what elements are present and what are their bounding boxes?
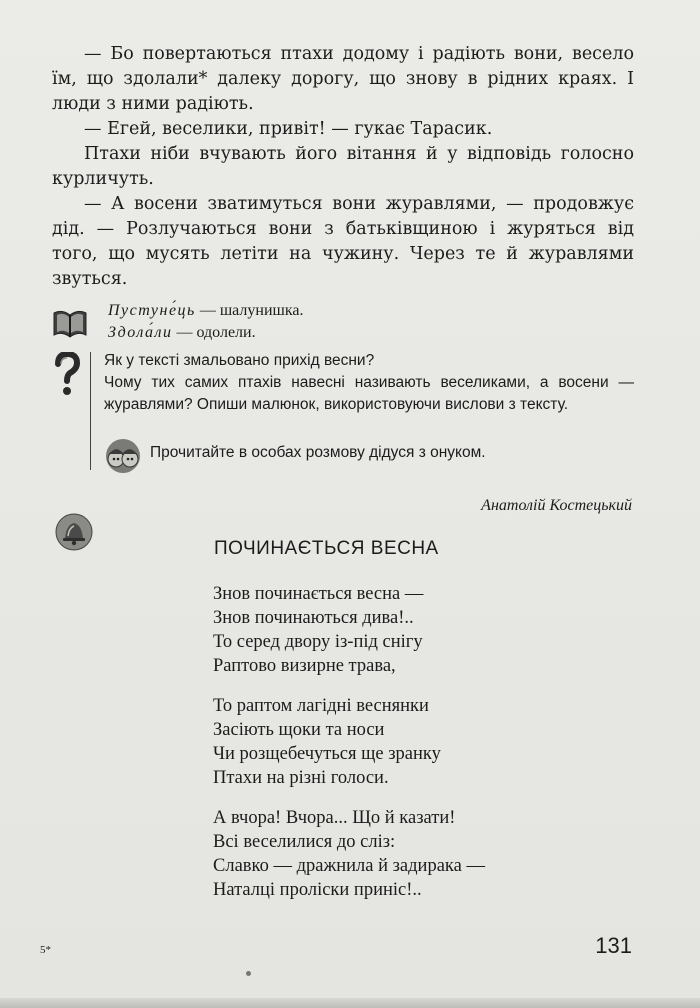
story-paragraph: — Бо повертаються птахи додому і радіють вони, весело їм, що здолали* далеку дорогу, що знову в рідних краях. І люди з ними радіють. [52, 44, 634, 114]
glossary-definition: — одолели. [176, 324, 256, 341]
bell-icon [54, 512, 94, 556]
open-book-icon [50, 307, 90, 345]
poem-line: Всі веселилися до сліз: [213, 832, 396, 852]
poem-line: Знов починаються дива!.. [213, 608, 414, 628]
poem [213, 582, 485, 918]
poem-line: То раптом лагідні веснянки [213, 696, 429, 716]
glossary-entry [108, 322, 303, 344]
poem-line: Раптово визирне трава, [213, 656, 396, 676]
questions-divider [90, 352, 91, 470]
children-icon [103, 437, 143, 479]
question-mark-icon [53, 352, 81, 402]
story-text [52, 42, 634, 292]
poem-line: Знов починається весна — [213, 584, 424, 604]
story-paragraph: — А восени зватимуться вони журавлями, — продовжує дід. — Розлучаються вони з батьківщиною і журяться від того, що мусять летіти на чужину. Через те й журавлями звуться. [52, 194, 634, 289]
poem-line: Чи розщебечуться ще зранку [213, 744, 441, 764]
poem-line: То серед двору із-під снігу [213, 632, 423, 652]
glossary-entry [108, 300, 303, 322]
page-edge [0, 998, 700, 1008]
author-name: Анатолій Костецький [481, 497, 632, 514]
reading-task: Прочитайте в особах розмову дідуся з онуком. [150, 444, 486, 461]
poem-line: Засіють щоки та носи [213, 720, 385, 740]
poem-line: Наталці проліски приніс!.. [213, 880, 422, 900]
signature-mark: 5* [40, 944, 51, 956]
print-dot [246, 971, 251, 976]
poem-line: Птахи на різні голоси. [213, 768, 389, 788]
question: Як у тексті змальовано прихід весни? [104, 352, 375, 369]
story-paragraph: — Егей, веселики, привіт! — гукає Тарасик. [84, 119, 493, 139]
poem-stanza [213, 582, 485, 678]
glossary-term: Пустуне́ць [108, 302, 196, 319]
poem-title: ПОЧИНАЄТЬСЯ ВЕСНА [214, 538, 439, 559]
questions-block [104, 350, 634, 416]
poem-line: Славко — дражнила й задирака — [213, 856, 485, 876]
poem-line: А вчора! Вчора... Що й казати! [213, 808, 456, 828]
poem-stanza [213, 806, 485, 902]
glossary-term: Здола́ли [108, 324, 173, 341]
poem-stanza [213, 694, 485, 790]
story-paragraph: Птахи ніби вчувають його вітання й у відповідь голосно курличуть. [52, 144, 634, 189]
question: Чому тих самих птахів навесні називають веселиками, а восени — журавлями? Опиши малюнок, використовуючи вислови з тексту. [104, 374, 634, 413]
page-number: 131 [595, 933, 632, 958]
glossary [108, 300, 303, 344]
glossary-definition: — шалунишка. [199, 302, 304, 319]
